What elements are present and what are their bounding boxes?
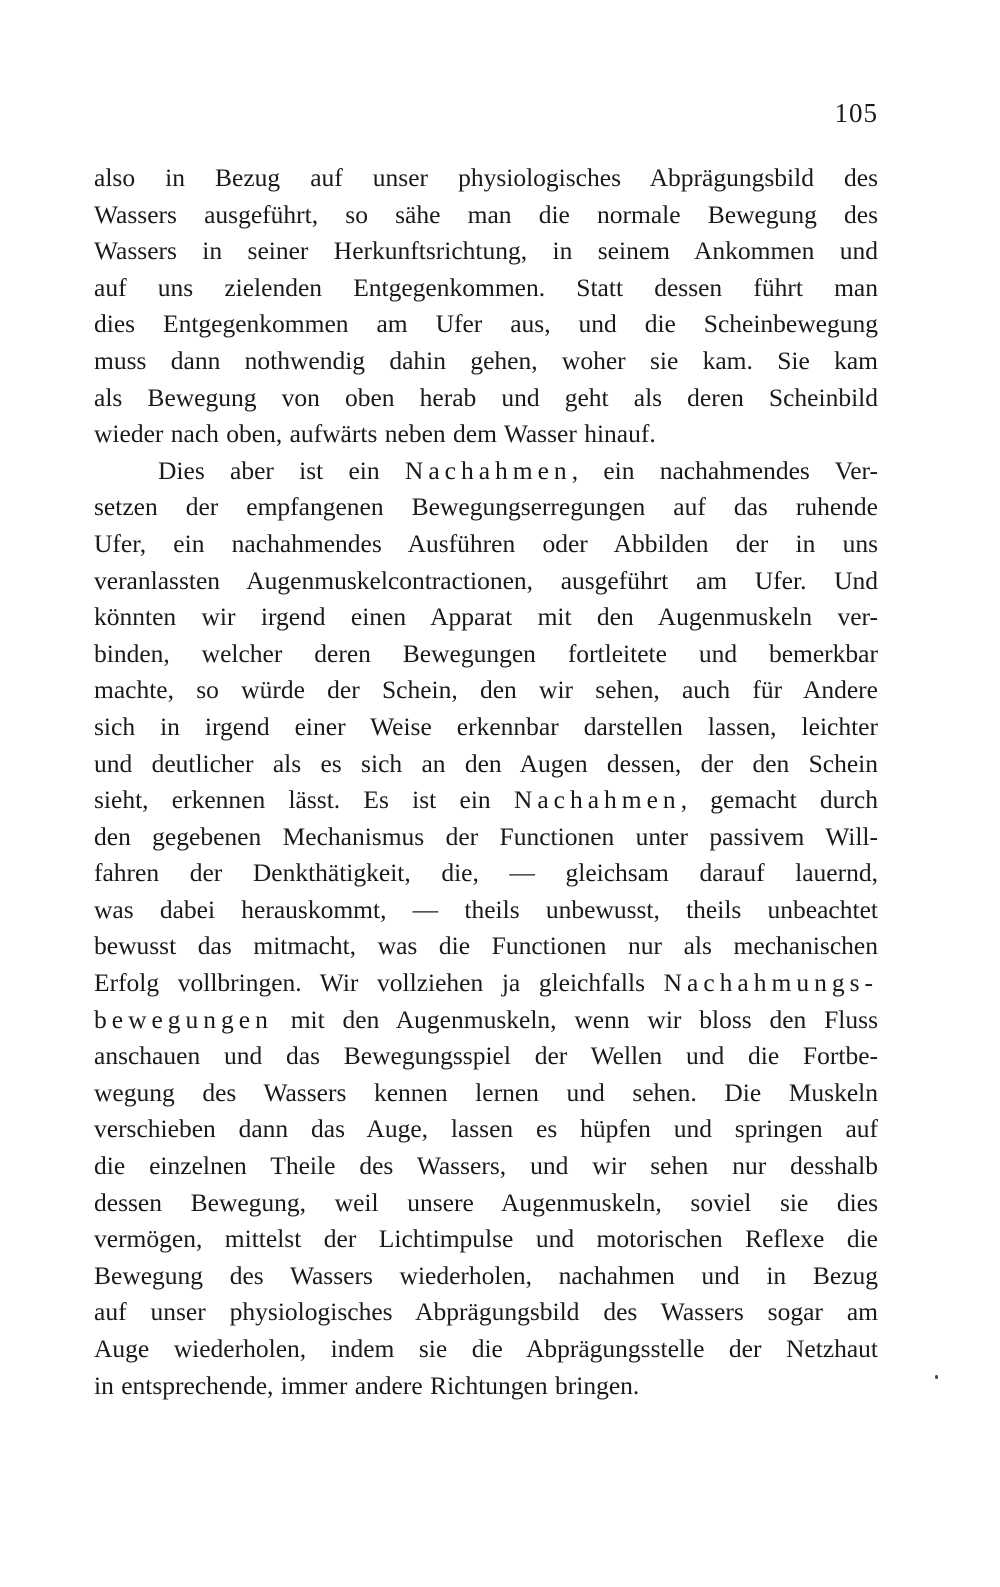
paragraph-2 (94, 453, 878, 1404)
spaced-emphasis: Nachahmungs- (663, 968, 878, 998)
text-run: , ein nachahmendes Ver- (571, 455, 879, 485)
text-line: vermögen, mittelst der Lichtimpulse und motorischen Reflexe die (94, 1224, 878, 1254)
page-number: 105 (834, 98, 878, 128)
text-line: muss dann nothwendig dahin gehen, woher sie kam. Sie kam (94, 345, 878, 375)
text-run: , gemacht durch (680, 785, 878, 815)
text-line: veranlassten Augenmuskelcontractionen, ausgeführt am Ufer. Und (94, 565, 878, 595)
text-line: Ufer, ein nachahmendes Ausführen oder Abbilden der in uns (94, 528, 878, 558)
text-line: fahren der Denkthätigkeit, die, — gleichsam darauf lauernd, (94, 858, 878, 888)
text-line: machte, so würde der Schein, den wir sehen, auch für Andere (94, 675, 878, 705)
text-line: wegung des Wassers kennen lernen und sehen. Die Muskeln (94, 1077, 878, 1107)
print-speck (935, 1375, 938, 1379)
text-line: den gegebenen Mechanismus der Functionen unter passivem Will- (94, 821, 878, 851)
text-line: bewusst das mitmacht, was die Functionen nur als mechanischen (94, 931, 878, 961)
text-line (94, 1002, 878, 1039)
spaced-emphasis: Nachahmen (404, 455, 572, 485)
text-line (94, 965, 878, 1002)
text-line: was dabei herauskommt, — theils unbewusst, theils unbeachtet (94, 894, 878, 924)
text-line: Bewegung des Wassers wiederholen, nachahmen und in Bezug (94, 1260, 878, 1290)
text-line: Auge wiederholen, indem sie die Abprägungsstelle der Netzhaut (94, 1334, 878, 1363)
spaced-emphasis: bewegungen (94, 1004, 273, 1034)
text-line: setzen der empfangenen Bewegungserregungen auf das ruhende (94, 492, 878, 522)
text-line (94, 782, 878, 819)
text-line: könnten wir irgend einen Apparat mit den Augenmuskeln ver- (94, 602, 878, 632)
text-line: verschieben dann das Auge, lassen es hüpfen und springen auf (94, 1114, 878, 1144)
text-line: Wassers ausgeführt, so sähe man die normale Bewegung des (94, 199, 878, 229)
text-line: dies Entgegenkommen am Ufer aus, und die Scheinbewegung (94, 309, 878, 339)
text-line: also in Bezug auf unser physiologisches Abprägungsbild des (94, 163, 878, 192)
text-line: wieder nach oben, aufwärts neben dem Wasser hinauf. (94, 419, 656, 449)
paragraph-1 (94, 160, 878, 453)
text-line (94, 453, 878, 490)
text-line: auf uns zielenden Entgegenkommen. Statt dessen führt man (94, 272, 878, 302)
text-line: die einzelnen Theile des Wassers, und wir sehen nur desshalb (94, 1151, 878, 1181)
text-line: auf unser physiologisches Abprägungsbild des Wassers sogar am (94, 1297, 878, 1327)
text-line: sich in irgend einer Weise erkennbar darstellen lassen, leichter (94, 711, 878, 741)
text-run: sieht, erkennen lässt. Es ist ein (94, 785, 514, 815)
spaced-emphasis: Nachahmen (513, 785, 681, 815)
text-run: Erfolg vollbringen. Wir vollziehen ja gleichfalls (94, 968, 664, 998)
text-line: anschauen und das Bewegungsspiel der Wellen und die Fortbe- (94, 1041, 878, 1071)
text-line: binden, welcher deren Bewegungen fortleitete und bemerkbar (94, 638, 878, 668)
body-text (94, 160, 878, 1404)
text-run: Dies aber ist ein (158, 455, 405, 485)
text-line: Wassers in seiner Herkunftsrichtung, in seinem Ankommen und (94, 236, 878, 266)
text-line: und deutlicher als es sich an den Augen dessen, der den Schein (94, 748, 878, 778)
text-line: als Bewegung von oben herab und geht als deren Scheinbild (94, 382, 878, 412)
text-line: dessen Bewegung, weil unsere Augenmuskeln, soviel sie dies (94, 1187, 878, 1217)
text-run: mit den Augenmuskeln, wenn wir bloss den Fluss (272, 1004, 878, 1034)
text-line: in entsprechende, immer andere Richtungen bringen. (94, 1370, 640, 1400)
